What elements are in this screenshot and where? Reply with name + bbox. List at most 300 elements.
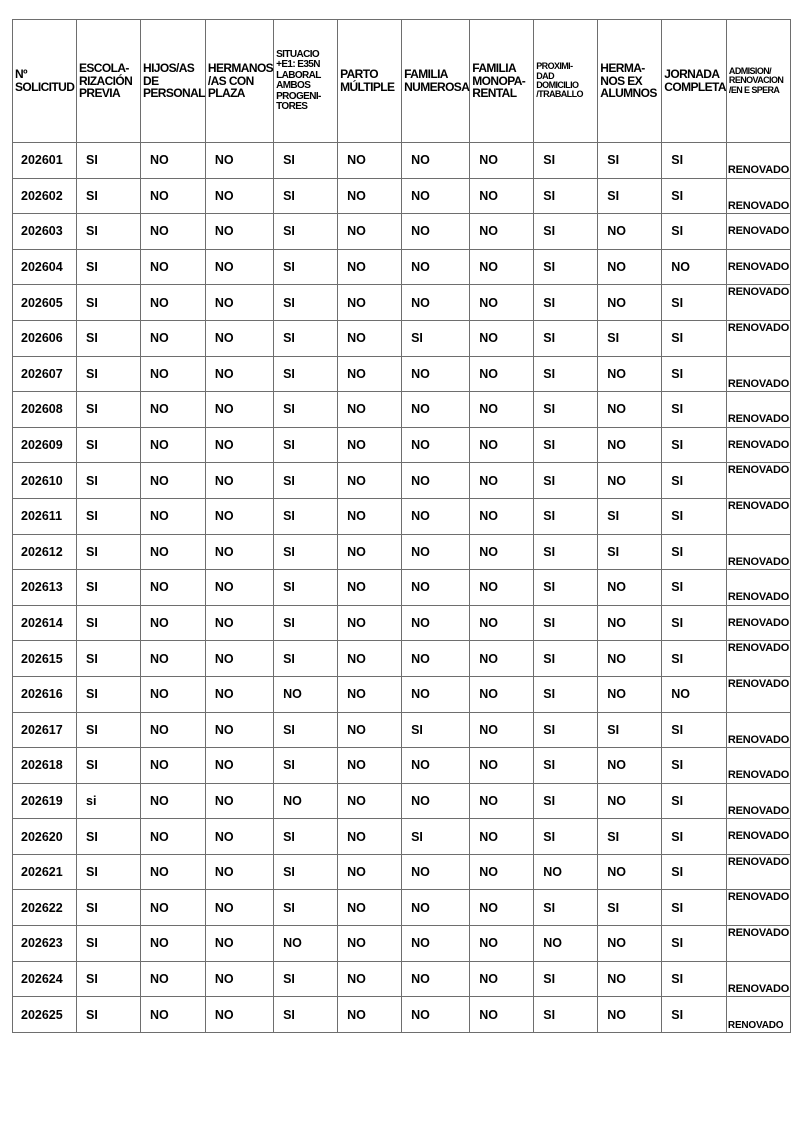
- cell-proximidad-domicilio: SI: [534, 249, 598, 285]
- cell-hijos-de-personal: NO: [141, 605, 206, 641]
- cell-jornada-completa: SI: [662, 214, 727, 250]
- cell-num-solicitud: 202607: [13, 356, 77, 392]
- cell-hijos-de-personal: NO: [141, 285, 206, 321]
- cell-situacion-laboral: SI: [274, 463, 338, 499]
- table-row: [13, 498, 791, 534]
- cell-situacion-laboral: SI: [274, 320, 338, 356]
- table-body: [13, 143, 791, 1033]
- cell-hijos-de-personal: NO: [141, 783, 206, 819]
- cell-jornada-completa: SI: [662, 890, 727, 926]
- cell-jornada-completa: SI: [662, 748, 727, 784]
- cell-hermanos-ex-alumnos: NO: [598, 641, 662, 677]
- cell-hijos-de-personal: NO: [141, 320, 206, 356]
- cell-parto-multiple: NO: [338, 498, 402, 534]
- cell-situacion-laboral: SI: [274, 890, 338, 926]
- cell-escolarizacion-previa: SI: [77, 249, 141, 285]
- cell-proximidad-domicilio: NO: [534, 926, 598, 962]
- cell-hermanos-ex-alumnos: SI: [598, 178, 662, 214]
- cell-proximidad-domicilio: NO: [534, 854, 598, 890]
- cell-num-solicitud: 202618: [13, 748, 77, 784]
- status-label: RENOVADO: [727, 982, 790, 995]
- cell-hermanos-con-plaza: NO: [205, 641, 273, 677]
- cell-hijos-de-personal: NO: [141, 712, 206, 748]
- cell-num-solicitud: 202621: [13, 854, 77, 890]
- cell-situacion-laboral: SI: [274, 285, 338, 321]
- cell-hermanos-ex-alumnos: NO: [598, 997, 662, 1033]
- cell-escolarizacion-previa: SI: [77, 819, 141, 855]
- cell-jornada-completa: SI: [662, 997, 727, 1033]
- cell-familia-monoparental: NO: [470, 534, 534, 570]
- status-label: RENOVADO: [727, 830, 790, 843]
- cell-hermanos-ex-alumnos: NO: [598, 961, 662, 997]
- cell-familia-numerosa: NO: [402, 285, 470, 321]
- cell-hijos-de-personal: NO: [141, 427, 206, 463]
- cell-situacion-laboral: SI: [274, 997, 338, 1033]
- table-row: [13, 712, 791, 748]
- cell-jornada-completa: SI: [662, 356, 727, 392]
- cell-familia-monoparental: NO: [470, 570, 534, 606]
- cell-parto-multiple: NO: [338, 320, 402, 356]
- table-row: [13, 854, 791, 890]
- cell-proximidad-domicilio: SI: [534, 997, 598, 1033]
- cell-hermanos-con-plaza: NO: [205, 676, 273, 712]
- cell-situacion-laboral: SI: [274, 819, 338, 855]
- header-label: SITUACIO +E1: E35N LABORAL AMBOS PROGENI- TORES: [276, 48, 321, 112]
- header-label: FAMILIA MONOPA- RENTAL: [472, 61, 526, 101]
- cell-num-solicitud: 202601: [13, 143, 77, 179]
- cell-familia-numerosa: NO: [402, 570, 470, 606]
- cell-parto-multiple: NO: [338, 249, 402, 285]
- cell-hijos-de-personal: NO: [141, 178, 206, 214]
- cell-hermanos-con-plaza: NO: [205, 605, 273, 641]
- cell-familia-numerosa: NO: [402, 498, 470, 534]
- cell-hermanos-con-plaza: NO: [205, 214, 273, 250]
- cell-familia-monoparental: NO: [470, 605, 534, 641]
- cell-parto-multiple: NO: [338, 178, 402, 214]
- cell-escolarizacion-previa: SI: [77, 605, 141, 641]
- table-row: [13, 392, 791, 428]
- cell-admision-renovacion: [726, 214, 790, 250]
- cell-admision-renovacion: [726, 676, 790, 712]
- cell-hermanos-con-plaza: NO: [205, 143, 273, 179]
- cell-familia-monoparental: NO: [470, 819, 534, 855]
- cell-hermanos-ex-alumnos: SI: [598, 819, 662, 855]
- header-row: [13, 20, 791, 143]
- cell-num-solicitud: 202617: [13, 712, 77, 748]
- cell-proximidad-domicilio: SI: [534, 427, 598, 463]
- cell-admision-renovacion: [726, 534, 790, 570]
- cell-hermanos-ex-alumnos: NO: [598, 854, 662, 890]
- header-label: ESCOLA- RIZACIÓN PREVIA: [79, 61, 133, 101]
- cell-parto-multiple: NO: [338, 997, 402, 1033]
- status-label: RENOVADO: [727, 769, 790, 782]
- cell-hermanos-ex-alumnos: NO: [598, 427, 662, 463]
- cell-jornada-completa: SI: [662, 498, 727, 534]
- table-row: [13, 534, 791, 570]
- status-label: RENOVADO: [727, 891, 790, 904]
- status-label: RENOVADO: [727, 199, 790, 212]
- cell-parto-multiple: NO: [338, 961, 402, 997]
- cell-familia-numerosa: NO: [402, 676, 470, 712]
- cell-escolarizacion-previa: SI: [77, 534, 141, 570]
- table-row: [13, 214, 791, 250]
- cell-escolarizacion-previa: SI: [77, 285, 141, 321]
- status-label: RENOVADO: [727, 642, 790, 655]
- cell-admision-renovacion: [726, 320, 790, 356]
- cell-familia-numerosa: NO: [402, 534, 470, 570]
- cell-hermanos-con-plaza: NO: [205, 178, 273, 214]
- header-num-solicitud: [13, 20, 77, 143]
- cell-situacion-laboral: SI: [274, 143, 338, 179]
- cell-situacion-laboral: NO: [274, 783, 338, 819]
- cell-hermanos-ex-alumnos: SI: [598, 534, 662, 570]
- cell-proximidad-domicilio: SI: [534, 748, 598, 784]
- status-label: RENOVADO: [727, 804, 790, 817]
- cell-escolarizacion-previa: SI: [77, 463, 141, 499]
- header-label: ADMISION/ RENOVACION /EN E SPERA: [728, 65, 784, 95]
- cell-hermanos-con-plaza: NO: [205, 854, 273, 890]
- cell-jornada-completa: SI: [662, 783, 727, 819]
- cell-hijos-de-personal: NO: [141, 997, 206, 1033]
- header-situacion-laboral: [274, 20, 338, 143]
- cell-num-solicitud: 202620: [13, 819, 77, 855]
- cell-admision-renovacion: [726, 463, 790, 499]
- cell-jornada-completa: SI: [662, 427, 727, 463]
- cell-familia-monoparental: NO: [470, 926, 534, 962]
- cell-jornada-completa: SI: [662, 854, 727, 890]
- cell-hermanos-ex-alumnos: SI: [598, 143, 662, 179]
- header-hermanos-ex-alumnos: [598, 20, 662, 143]
- cell-admision-renovacion: [726, 926, 790, 962]
- cell-hijos-de-personal: NO: [141, 249, 206, 285]
- cell-situacion-laboral: SI: [274, 249, 338, 285]
- cell-escolarizacion-previa: SI: [77, 320, 141, 356]
- cell-num-solicitud: 202608: [13, 392, 77, 428]
- header-label: FAMILIA NUMEROSA: [404, 67, 470, 94]
- cell-familia-numerosa: NO: [402, 392, 470, 428]
- cell-num-solicitud: 202606: [13, 320, 77, 356]
- cell-situacion-laboral: SI: [274, 427, 338, 463]
- cell-proximidad-domicilio: SI: [534, 178, 598, 214]
- cell-hijos-de-personal: NO: [141, 676, 206, 712]
- cell-hijos-de-personal: NO: [141, 143, 206, 179]
- table-row: [13, 285, 791, 321]
- table-row: [13, 249, 791, 285]
- cell-familia-monoparental: NO: [470, 214, 534, 250]
- cell-hermanos-con-plaza: NO: [205, 819, 273, 855]
- cell-escolarizacion-previa: SI: [77, 676, 141, 712]
- status-label: RENOVADO: [727, 677, 790, 690]
- status-label: RENOVADO: [727, 225, 790, 238]
- cell-admision-renovacion: [726, 427, 790, 463]
- cell-familia-numerosa: NO: [402, 783, 470, 819]
- table-row: [13, 605, 791, 641]
- cell-admision-renovacion: [726, 570, 790, 606]
- header-familia-monoparental: [470, 20, 534, 143]
- table-row: [13, 143, 791, 179]
- cell-hermanos-con-plaza: NO: [205, 249, 273, 285]
- cell-hermanos-con-plaza: NO: [205, 570, 273, 606]
- status-label: RENOVADO: [727, 260, 790, 273]
- cell-admision-renovacion: [726, 356, 790, 392]
- table-row: [13, 641, 791, 677]
- cell-num-solicitud: 202624: [13, 961, 77, 997]
- cell-hijos-de-personal: NO: [141, 570, 206, 606]
- cell-hermanos-ex-alumnos: NO: [598, 676, 662, 712]
- header-familia-numerosa: [402, 20, 470, 143]
- cell-escolarizacion-previa: SI: [77, 890, 141, 926]
- cell-hermanos-ex-alumnos: NO: [598, 748, 662, 784]
- cell-parto-multiple: NO: [338, 356, 402, 392]
- cell-parto-multiple: NO: [338, 712, 402, 748]
- table-row: [13, 926, 791, 962]
- cell-familia-monoparental: NO: [470, 498, 534, 534]
- cell-proximidad-domicilio: SI: [534, 783, 598, 819]
- cell-escolarizacion-previa: SI: [77, 712, 141, 748]
- header-hijos-de-personal: [141, 20, 206, 143]
- cell-familia-numerosa: NO: [402, 605, 470, 641]
- cell-admision-renovacion: [726, 783, 790, 819]
- cell-hermanos-con-plaza: NO: [205, 748, 273, 784]
- cell-admision-renovacion: [726, 819, 790, 855]
- table-row: [13, 819, 791, 855]
- cell-hermanos-con-plaza: NO: [205, 926, 273, 962]
- cell-num-solicitud: 202609: [13, 427, 77, 463]
- cell-familia-monoparental: NO: [470, 890, 534, 926]
- table-row: [13, 748, 791, 784]
- cell-proximidad-domicilio: SI: [534, 463, 598, 499]
- cell-parto-multiple: NO: [338, 427, 402, 463]
- cell-familia-monoparental: NO: [470, 961, 534, 997]
- cell-parto-multiple: NO: [338, 534, 402, 570]
- cell-escolarizacion-previa: SI: [77, 748, 141, 784]
- cell-proximidad-domicilio: SI: [534, 534, 598, 570]
- cell-jornada-completa: SI: [662, 320, 727, 356]
- cell-hijos-de-personal: NO: [141, 926, 206, 962]
- cell-familia-numerosa: NO: [402, 178, 470, 214]
- cell-hermanos-ex-alumnos: NO: [598, 926, 662, 962]
- header-hermanos-con-plaza: [205, 20, 273, 143]
- cell-proximidad-domicilio: SI: [534, 890, 598, 926]
- cell-familia-monoparental: NO: [470, 676, 534, 712]
- cell-proximidad-domicilio: SI: [534, 356, 598, 392]
- cell-jornada-completa: NO: [662, 249, 727, 285]
- header-admision-renovacion: [726, 20, 790, 143]
- status-label: RENOVADO: [727, 377, 790, 390]
- cell-familia-monoparental: NO: [470, 712, 534, 748]
- cell-admision-renovacion: [726, 961, 790, 997]
- cell-familia-monoparental: NO: [470, 783, 534, 819]
- table-row: [13, 570, 791, 606]
- cell-proximidad-domicilio: SI: [534, 676, 598, 712]
- header-jornada-completa: [662, 20, 727, 143]
- status-label: RENOVADO: [727, 1020, 784, 1032]
- cell-hermanos-con-plaza: NO: [205, 356, 273, 392]
- cell-proximidad-domicilio: SI: [534, 320, 598, 356]
- cell-hermanos-con-plaza: NO: [205, 392, 273, 428]
- cell-hijos-de-personal: NO: [141, 534, 206, 570]
- cell-hijos-de-personal: NO: [141, 498, 206, 534]
- cell-jornada-completa: SI: [662, 712, 727, 748]
- cell-situacion-laboral: SI: [274, 214, 338, 250]
- cell-familia-numerosa: NO: [402, 463, 470, 499]
- cell-parto-multiple: NO: [338, 143, 402, 179]
- cell-familia-monoparental: NO: [470, 463, 534, 499]
- cell-familia-numerosa: NO: [402, 356, 470, 392]
- cell-situacion-laboral: NO: [274, 676, 338, 712]
- cell-familia-monoparental: NO: [470, 320, 534, 356]
- cell-situacion-laboral: SI: [274, 748, 338, 784]
- cell-admision-renovacion: [726, 712, 790, 748]
- cell-proximidad-domicilio: SI: [534, 605, 598, 641]
- cell-proximidad-domicilio: SI: [534, 214, 598, 250]
- cell-escolarizacion-previa: SI: [77, 570, 141, 606]
- cell-jornada-completa: SI: [662, 392, 727, 428]
- cell-hermanos-ex-alumnos: NO: [598, 249, 662, 285]
- cell-hermanos-ex-alumnos: NO: [598, 392, 662, 428]
- cell-hijos-de-personal: NO: [141, 890, 206, 926]
- cell-hermanos-ex-alumnos: NO: [598, 463, 662, 499]
- header-label: PARTO MÚLTIPLE: [340, 67, 395, 94]
- cell-num-solicitud: 202604: [13, 249, 77, 285]
- table-row: [13, 961, 791, 997]
- header-proximidad-domicilio: [534, 20, 598, 143]
- status-label: RENOVADO: [727, 286, 790, 299]
- header-label: HIJOS/AS DE PERSONAL: [143, 61, 205, 101]
- cell-hermanos-ex-alumnos: NO: [598, 570, 662, 606]
- cell-hermanos-con-plaza: NO: [205, 427, 273, 463]
- cell-hermanos-ex-alumnos: NO: [598, 783, 662, 819]
- cell-num-solicitud: 202622: [13, 890, 77, 926]
- cell-familia-monoparental: NO: [470, 143, 534, 179]
- header-parto-multiple: [338, 20, 402, 143]
- cell-hermanos-con-plaza: NO: [205, 534, 273, 570]
- cell-familia-numerosa: NO: [402, 427, 470, 463]
- cell-parto-multiple: NO: [338, 463, 402, 499]
- cell-parto-multiple: NO: [338, 926, 402, 962]
- table-row: [13, 427, 791, 463]
- cell-parto-multiple: NO: [338, 392, 402, 428]
- cell-jornada-completa: SI: [662, 178, 727, 214]
- cell-num-solicitud: 202623: [13, 926, 77, 962]
- cell-hijos-de-personal: NO: [141, 214, 206, 250]
- cell-hermanos-ex-alumnos: SI: [598, 890, 662, 926]
- cell-admision-renovacion: [726, 143, 790, 179]
- cell-escolarizacion-previa: SI: [77, 392, 141, 428]
- cell-escolarizacion-previa: SI: [77, 997, 141, 1033]
- cell-admision-renovacion: [726, 285, 790, 321]
- cell-escolarizacion-previa: SI: [77, 427, 141, 463]
- cell-jornada-completa: SI: [662, 926, 727, 962]
- cell-hermanos-ex-alumnos: NO: [598, 605, 662, 641]
- cell-jornada-completa: SI: [662, 605, 727, 641]
- cell-situacion-laboral: SI: [274, 498, 338, 534]
- cell-num-solicitud: 202615: [13, 641, 77, 677]
- status-label: RENOVADO: [727, 499, 790, 512]
- header-label: PROXIMI- DAD DOMICILIO /TRABALLO: [536, 61, 583, 100]
- cell-familia-numerosa: SI: [402, 320, 470, 356]
- cell-proximidad-domicilio: SI: [534, 641, 598, 677]
- cell-familia-monoparental: NO: [470, 641, 534, 677]
- table-row: [13, 783, 791, 819]
- cell-familia-monoparental: NO: [470, 997, 534, 1033]
- cell-hermanos-con-plaza: NO: [205, 890, 273, 926]
- cell-parto-multiple: NO: [338, 641, 402, 677]
- cell-familia-numerosa: NO: [402, 214, 470, 250]
- cell-hijos-de-personal: NO: [141, 641, 206, 677]
- cell-num-solicitud: 202614: [13, 605, 77, 641]
- cell-escolarizacion-previa: SI: [77, 926, 141, 962]
- cell-situacion-laboral: SI: [274, 854, 338, 890]
- cell-familia-monoparental: NO: [470, 356, 534, 392]
- table-row: [13, 997, 791, 1033]
- status-label: RENOVADO: [727, 855, 790, 868]
- cell-jornada-completa: SI: [662, 285, 727, 321]
- cell-familia-numerosa: NO: [402, 997, 470, 1033]
- cell-admision-renovacion: [726, 854, 790, 890]
- cell-situacion-laboral: SI: [274, 356, 338, 392]
- cell-num-solicitud: 202616: [13, 676, 77, 712]
- cell-escolarizacion-previa: si: [77, 783, 141, 819]
- cell-admision-renovacion: [726, 890, 790, 926]
- cell-escolarizacion-previa: SI: [77, 143, 141, 179]
- cell-hermanos-ex-alumnos: SI: [598, 498, 662, 534]
- cell-admision-renovacion: [726, 249, 790, 285]
- cell-hijos-de-personal: NO: [141, 854, 206, 890]
- cell-hermanos-ex-alumnos: SI: [598, 712, 662, 748]
- cell-escolarizacion-previa: SI: [77, 356, 141, 392]
- status-label: RENOVADO: [727, 591, 790, 604]
- cell-hermanos-con-plaza: NO: [205, 961, 273, 997]
- cell-parto-multiple: NO: [338, 605, 402, 641]
- header-label: JORNADA COMPLETA: [664, 67, 726, 94]
- cell-jornada-completa: SI: [662, 570, 727, 606]
- cell-proximidad-domicilio: SI: [534, 570, 598, 606]
- cell-proximidad-domicilio: SI: [534, 961, 598, 997]
- header-label: HERMA- NOS EX ALUMNOS: [600, 61, 657, 101]
- cell-hermanos-con-plaza: NO: [205, 320, 273, 356]
- cell-hermanos-con-plaza: NO: [205, 285, 273, 321]
- cell-familia-numerosa: NO: [402, 926, 470, 962]
- cell-hermanos-ex-alumnos: SI: [598, 320, 662, 356]
- cell-parto-multiple: NO: [338, 890, 402, 926]
- cell-familia-numerosa: NO: [402, 961, 470, 997]
- cell-familia-monoparental: NO: [470, 748, 534, 784]
- cell-num-solicitud: 202605: [13, 285, 77, 321]
- cell-escolarizacion-previa: SI: [77, 854, 141, 890]
- cell-familia-monoparental: NO: [470, 392, 534, 428]
- cell-jornada-completa: SI: [662, 961, 727, 997]
- cell-proximidad-domicilio: SI: [534, 285, 598, 321]
- status-label: RENOVADO: [727, 164, 790, 176]
- cell-situacion-laboral: NO: [274, 926, 338, 962]
- cell-hermanos-con-plaza: NO: [205, 783, 273, 819]
- cell-familia-numerosa: NO: [402, 641, 470, 677]
- cell-hermanos-con-plaza: NO: [205, 712, 273, 748]
- cell-escolarizacion-previa: SI: [77, 498, 141, 534]
- cell-parto-multiple: NO: [338, 819, 402, 855]
- cell-num-solicitud: 202602: [13, 178, 77, 214]
- cell-jornada-completa: SI: [662, 641, 727, 677]
- cell-admision-renovacion: [726, 641, 790, 677]
- status-label: RENOVADO: [727, 321, 790, 334]
- cell-parto-multiple: NO: [338, 676, 402, 712]
- cell-escolarizacion-previa: SI: [77, 178, 141, 214]
- cell-proximidad-domicilio: SI: [534, 498, 598, 534]
- cell-num-solicitud: 202612: [13, 534, 77, 570]
- cell-parto-multiple: NO: [338, 783, 402, 819]
- cell-num-solicitud: 202611: [13, 498, 77, 534]
